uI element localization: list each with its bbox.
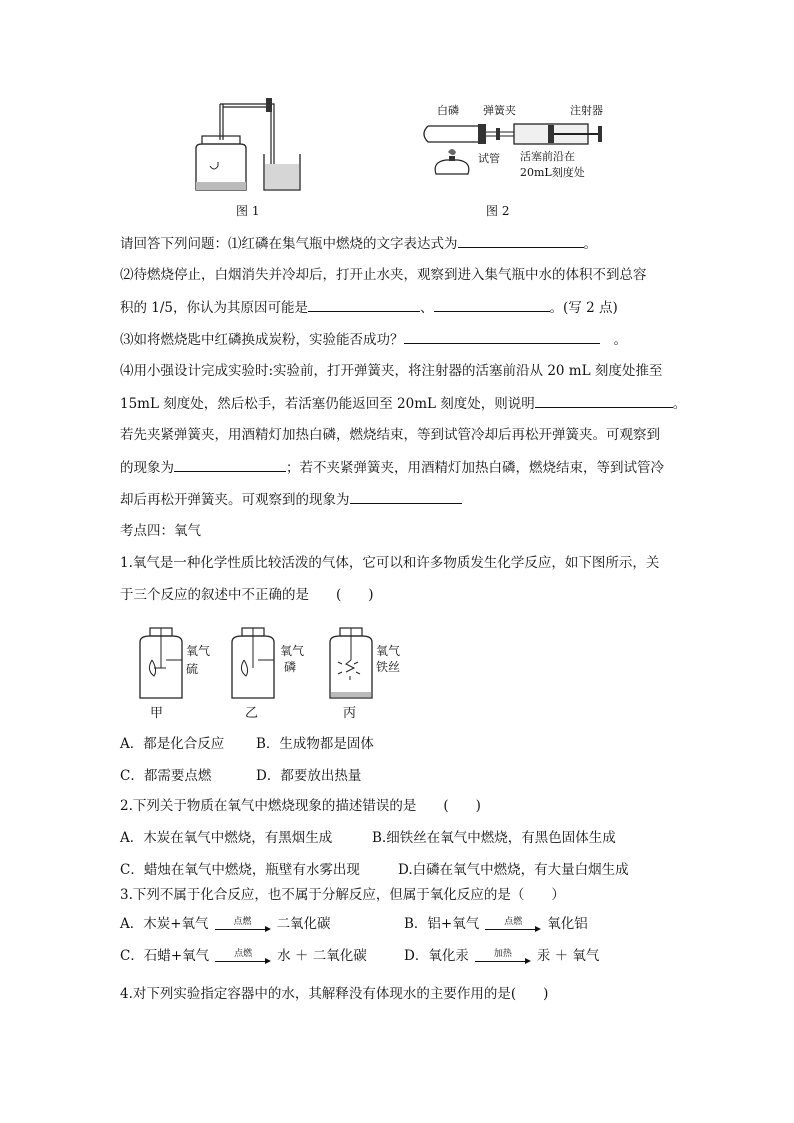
- q3-option-d[interactable]: D．氧化汞 加热 汞 ＋ 氧气: [404, 948, 600, 964]
- bottle-b-oxygen: 氧气: [280, 644, 305, 658]
- label-piston-note-2: 20mL刻度处: [520, 166, 585, 179]
- reaction-arrow: 点燃: [215, 917, 271, 933]
- q1-option-d[interactable]: D．都要放出热量: [256, 768, 362, 784]
- label-white-phosphorus: 白磷: [437, 104, 459, 117]
- q-intro-line-1: 请回答下列问题：⑴红磷在集气瓶中燃烧的文字表达式为 。: [120, 233, 597, 254]
- answer-blank[interactable]: [308, 297, 420, 312]
- q3-option-c[interactable]: C．石蜡+氧气 点燃 水 ＋ 二氧化碳: [120, 948, 367, 964]
- reaction-arrow: 点燃: [215, 949, 271, 965]
- figure-1-caption: 图 1: [236, 204, 260, 218]
- q-intro-line-7: 若先夹紧弹簧夹，用酒精灯加热白磷，燃烧结束，等到试管冷却后再松开弹簧夹。可观察到: [120, 427, 660, 443]
- answer-blank[interactable]: [434, 297, 550, 312]
- section-title: 考点四：氧气: [120, 523, 201, 539]
- q2-option-c[interactable]: C．蜡烛在氧气中燃烧，瓶壁有水雾出现: [120, 862, 360, 878]
- answer-blank[interactable]: [174, 457, 286, 472]
- q1-option-b[interactable]: B．生成物都是固体: [256, 736, 374, 752]
- reaction-arrow: 点燃: [485, 917, 541, 933]
- label-spring-clip: 弹簧夹: [483, 104, 516, 117]
- q1-option-a[interactable]: A．都是化合反应: [120, 736, 225, 752]
- q-intro-line-2: ⑵待燃烧停止，白烟消失并冷却后，打开止水夹，观察到进入集气瓶中水的体积不到总容: [120, 267, 647, 283]
- q-intro-line-9: 却后再松开弹簧夹。可观察到的现象为: [120, 489, 462, 510]
- q-intro-line-4: ⑶如将燃烧匙中红磷换成炭粉，实验能否成功？ 。: [120, 329, 627, 350]
- q-intro-line-6: 15mL 刻度处，然后松手，若活塞仍能返回至 20mL 刻度处，则说明 。: [120, 393, 686, 414]
- bottle-b-label: 乙: [245, 706, 259, 721]
- answer-blank[interactable]: [404, 329, 600, 344]
- q3-option-b[interactable]: B．铝+氧气 点燃 氧化铝: [404, 916, 588, 932]
- q-intro-line-3: 积的 1/5，你认为其原因可能是 、 。(写 2 点): [120, 297, 618, 318]
- label-piston-note-1: 活塞前沿在: [520, 150, 575, 163]
- bottle-b-phosphorus: 磷: [284, 660, 297, 674]
- bottle-c-iron-wire: 铁丝: [376, 660, 401, 674]
- figure-2-apparatus: [418, 112, 608, 192]
- q1-stem-2: 于三个反应的叙述中不正确的是 ( ): [120, 587, 374, 603]
- figure-1-apparatus: [192, 96, 312, 200]
- answer-blank[interactable]: [458, 233, 584, 248]
- three-bottles-figure: [132, 622, 382, 714]
- q-intro-line-8: 的现象为 ；若不夹紧弹簧夹，用酒精灯加热白磷，燃烧结束，等到试管冷: [120, 457, 664, 478]
- q2-stem: 2.下列关于物质在氧气中燃烧现象的描述错误的是 ( ): [120, 798, 481, 814]
- q1-stem-1: 1.氧气是一种化学性质比较活泼的气体，它可以和许多物质发生化学反应，如下图所示，关: [120, 555, 660, 571]
- bottle-a-sulfur: 硫: [186, 662, 199, 676]
- label-syringe: 注射器: [570, 104, 603, 117]
- answer-blank[interactable]: [535, 393, 673, 408]
- answer-blank[interactable]: [350, 489, 462, 504]
- q2-option-a[interactable]: A．木炭在氧气中燃烧，有黑烟生成: [120, 830, 333, 846]
- q3-stem: 3.下列不属于化合反应，也不属于分解反应，但属于氧化反应的是（ ）: [120, 887, 565, 903]
- bottle-a-label: 甲: [150, 706, 164, 721]
- q4-stem: 4.对下列实验指定容器中的水，其解释没有体现水的主要作用的是( ): [120, 986, 549, 1002]
- q2-option-b[interactable]: B.细铁丝在氧气中燃烧，有黑色固体生成: [372, 830, 616, 846]
- bottle-c-label: 丙: [343, 706, 357, 721]
- q1-option-c[interactable]: C．都需要点燃: [120, 768, 212, 784]
- q-intro-line-5: ⑷用小强设计完成实验时:实验前，打开弹簧夹，将注射器的活塞前沿从 20 mL 刻度处推至: [120, 363, 663, 379]
- q2-option-d[interactable]: D.白磷在氧气中燃烧，有大量白烟生成: [398, 862, 629, 878]
- figure-2-caption: 图 2: [486, 204, 510, 218]
- label-test-tube: 试管: [478, 152, 500, 165]
- bottle-c-oxygen: 氧气: [376, 644, 401, 658]
- bottle-a-oxygen: 氧气: [186, 644, 211, 658]
- q3-option-a[interactable]: A．木炭+氧气 点燃 二氧化碳: [120, 916, 331, 932]
- reaction-arrow: 加热: [475, 949, 531, 965]
